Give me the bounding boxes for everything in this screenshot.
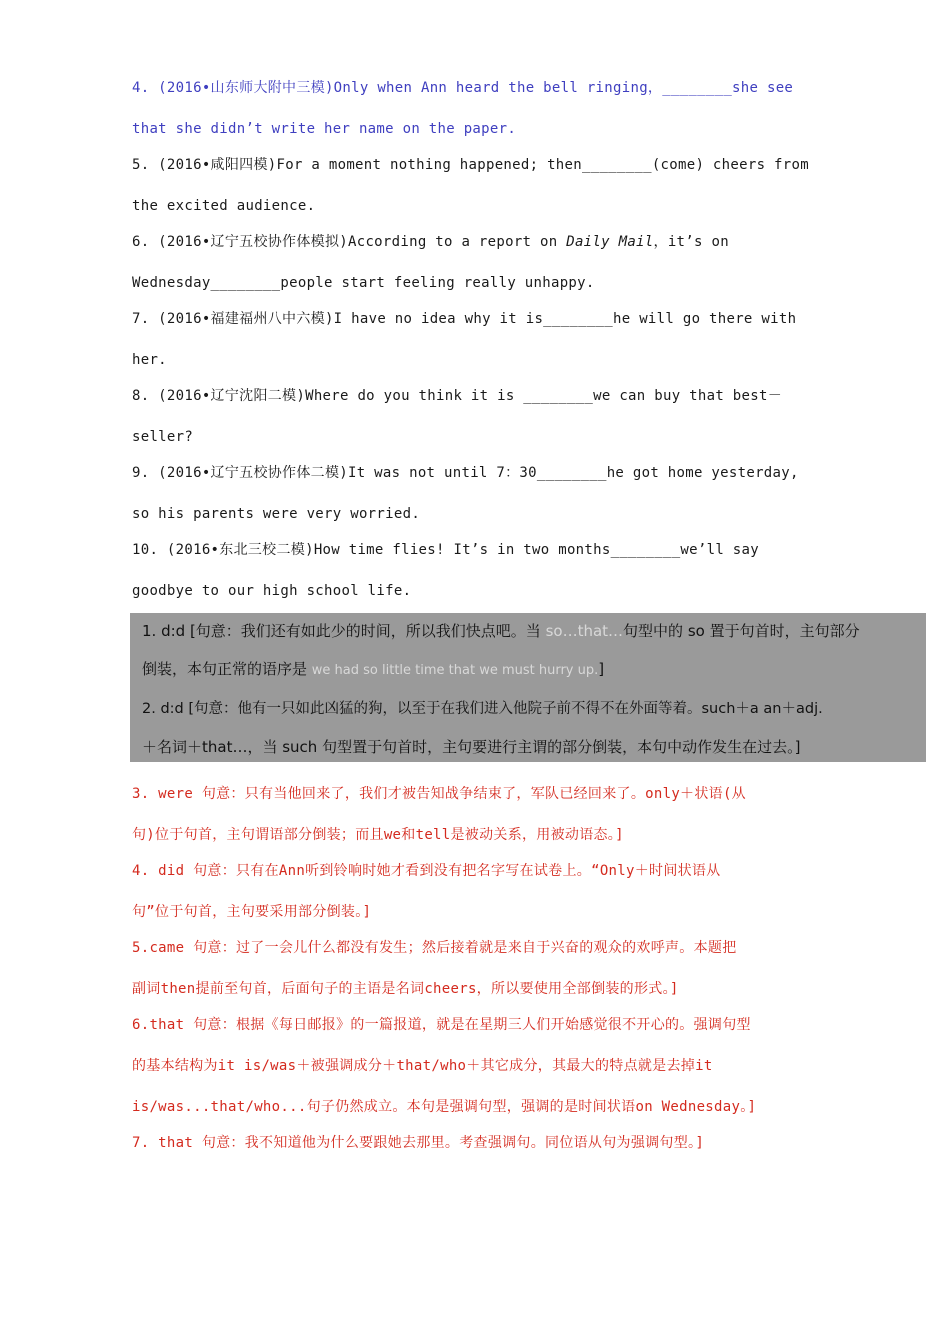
- answer-5-line-1: 5.came 句意：过了一会儿什么都没有发生；然后接着就是来自于兴奋的观众的欢呼声。本题把: [132, 940, 737, 956]
- question-4-line-1: 4. (2016•山东师大附中三模)Only when Ann heard the bell ringing，________she see: [132, 80, 794, 96]
- question-6-text-c: ，it’s on: [653, 234, 729, 250]
- answer-1-line-1: [142, 621, 860, 641]
- question-6-source-title: Daily Mail: [566, 234, 654, 250]
- answer-1-line-2: [142, 659, 604, 681]
- answer-7-line-1: 7. that 句意：我不知道他为什么要跟她去那里。考查强调句。同位语从句为强调句型。]: [132, 1135, 705, 1151]
- question-8-line-1: 8. (2016•辽宁沈阳二模)Where do you think it is ________we can buy that best－: [132, 388, 783, 404]
- answer-1-text-c: 句型中的 so 置于句首时，主句部分: [623, 622, 860, 640]
- question-7-line-2: her.: [132, 352, 167, 368]
- question-6-line-1: [132, 233, 729, 251]
- question-10-line-2: goodbye to our high school life.: [132, 583, 412, 599]
- answer-6-line-1: 6.that 句意：根据《每日邮报》的一篇报道，就是在星期三人们开始感觉很不开心的。强调句型: [132, 1017, 751, 1033]
- question-9-line-1: 9. (2016•辽宁五校协作体二模)It was not until 7：30________he got home yesterday,: [132, 465, 799, 481]
- answer-1-text-a: 1. d:d [句意：我们还有如此少的时间，所以我们快点吧。当: [142, 622, 546, 640]
- answer-2-line-1: 2. d:d [句意：他有一只如此凶猛的狗，以至于在我们进入他院子前不得不在外面等着。such＋a an＋adj.: [142, 701, 823, 717]
- answer-6-line-3: is/was...that/who...句子仍然成立。本句是强调句型，强调的是时间状语on Wednesday。]: [132, 1099, 757, 1115]
- question-9-line-2: so his parents were very worried.: [132, 506, 421, 522]
- answer-1-text-d: 倒装，本句正常的语序是: [142, 660, 312, 678]
- answer-2-line-2: ＋名词＋that…，当 such 句型置于句首时，主句要进行主谓的部分倒装，本句中动作发生在过去。]: [142, 738, 801, 756]
- answer-1-text-f: ]: [598, 660, 605, 678]
- answer-1-text-e: we had so little time that we must hurry up.: [311, 663, 599, 678]
- answer-5-line-2: 副词then提前至句首，后面句子的主语是名词cheers，所以要使用全部倒装的形式。]: [132, 981, 679, 997]
- question-6-text-a: 6. (2016•辽宁五校协作体模拟)According to a report on: [132, 234, 567, 250]
- answer-4-line-1: 4. did 句意：只有在Ann听到铃响时她才看到没有把名字写在试卷上。“Only＋时间状语从: [132, 863, 721, 879]
- question-10-line-1: 10. (2016•东北三校二模)How time flies! It’s in two months________we’ll say: [132, 542, 759, 558]
- answer-1-text-b: so…that…: [545, 622, 624, 640]
- answer-3-line-1: 3. were 句意：只有当他回来了，我们才被告知战争结束了，军队已经回来了。only＋状语(从: [132, 786, 746, 802]
- question-5-line-1: 5. (2016•咸阳四模)For a moment nothing happened; then________(come) cheers from: [132, 157, 809, 173]
- question-6-line-2: Wednesday________people start feeling really unhappy.: [132, 275, 595, 291]
- question-8-line-2: seller?: [132, 429, 194, 445]
- question-4-line-2: that she didn’t write her name on the paper.: [132, 121, 517, 137]
- question-7-line-1: 7. (2016•福建福州八中六模)I have no idea why it is________he will go there with: [132, 311, 797, 327]
- question-5-line-2: the excited audience.: [132, 198, 316, 214]
- answer-3-line-2: 句)位于句首，主句谓语部分倒装；而且we和tell是被动关系，用被动语态。]: [132, 827, 624, 843]
- answer-4-line-2: 句”位于句首，主句要采用部分倒装。]: [132, 904, 372, 920]
- answer-6-line-2: 的基本结构为it is/was＋被强调成分＋that/who＋其它成分，其最大的特点就是去掉it: [132, 1058, 713, 1074]
